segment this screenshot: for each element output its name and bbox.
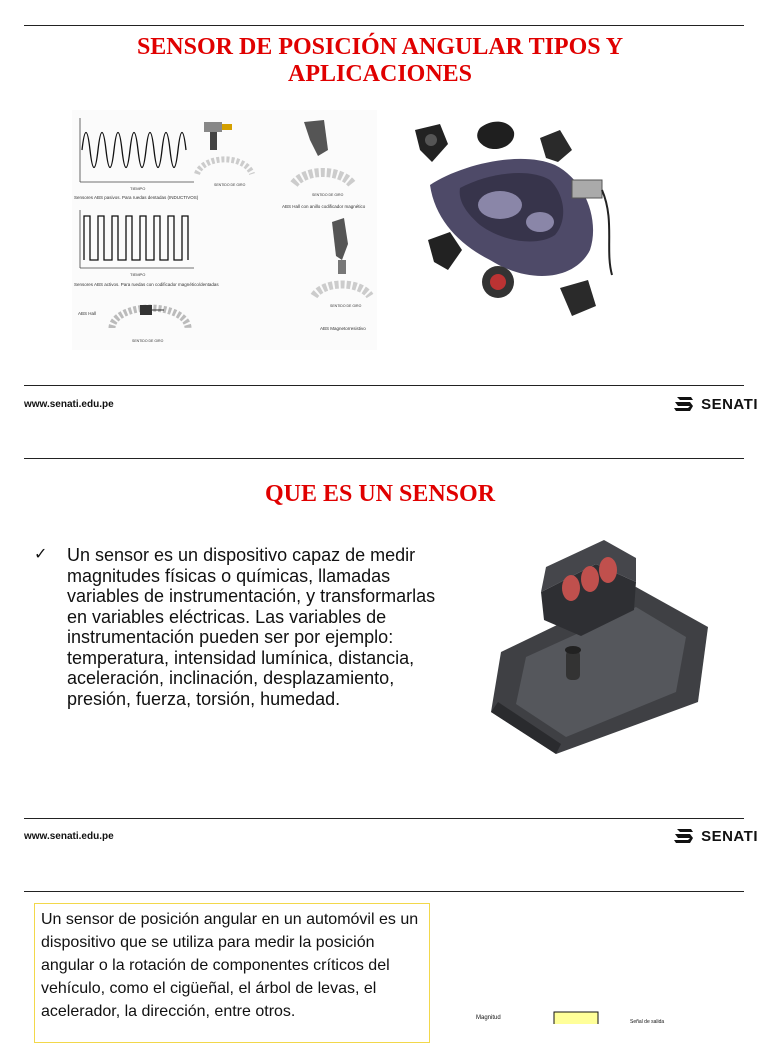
wheel-label-1: SENTIDO DE GIRO [132,339,164,343]
caption-hall: ABS Hall [78,311,97,316]
wheel-label-4: SENTIDO DE GIRO [330,304,362,308]
angular-sensor-definition-text: Un sensor de posición angular en un automóvil es un dispositivo que se utiliza para medir la posición angular o la rotación de componentes críticos del vehículo, como el cigüeñal, el árbol de levas, el acelerador, la dirección, entre otros. [41,911,419,1020]
car-sensors-illustration [400,110,625,330]
slide2-bottom-rule [24,818,744,819]
caption-magneto: ABS Magnetorresistivo [320,326,366,331]
slide3-top-rule [24,891,744,892]
senati-logo-icon-2 [673,826,695,846]
slide2-top-rule [24,458,744,459]
axis-label-time: TIEMPO [130,186,146,191]
slide1-title: SENSOR DE POSICIÓN ANGULAR TIPOS Y APLICACIONES [136,34,624,87]
caption-active: Sensores ABS activos. Para ruedas con codificador magnético/dentadas [74,282,219,287]
slide2-title: QUE ES UN SENSOR [264,481,496,507]
abs-sensor-figure [72,110,377,350]
senati-logo-text: SENATI [701,395,758,413]
wheel-label-3: SENTIDO DE GIRO [312,193,344,197]
footer-url-2[interactable]: www.senati.edu.pe [24,831,114,842]
angular-sensor-definition-box [34,903,430,1043]
caption-passive: Sensores ABS pasivos. Para ruedas dentadas (INDUCTIVOS) [74,195,199,200]
senati-logo-2 [673,826,758,846]
senati-logo-icon [673,394,695,414]
slide1-bottom-rule [24,385,744,386]
diagram-sensor-block [554,1012,598,1024]
bullet-check-icon: ✓ [34,546,48,563]
diagram-label-output: Señal de salida [630,1019,665,1024]
axis-label-time-2: TIEMPO [130,272,146,277]
footer-url[interactable]: www.senati.edu.pe [24,399,114,410]
wheel-label-2: SENTIDO DE GIRO [214,183,246,187]
diagram-label-input: Magnitud [476,1015,501,1021]
caption-hall-tilted: ABS Hall con anillo codificador magnético [282,204,366,209]
map-sensor-illustration [486,532,714,754]
sensor-definition-text: Un sensor es un dispositivo capaz de medir magnitudes físicas o químicas, llamadas variables de instrumentación, y transformarlas en variables eléctricas. Las variables de instrumentación pueden ser por ejemplo: temperatura, intensidad lumínica, distancia, aceleración, inclinación, desplazamiento, presión, fuerza, torsión, humedad. [67,545,436,709]
senati-logo [673,394,758,414]
senati-logo-text-2: SENATI [701,827,758,845]
sensor-block-diagram [470,1005,710,1024]
slide1-top-rule [24,25,744,26]
